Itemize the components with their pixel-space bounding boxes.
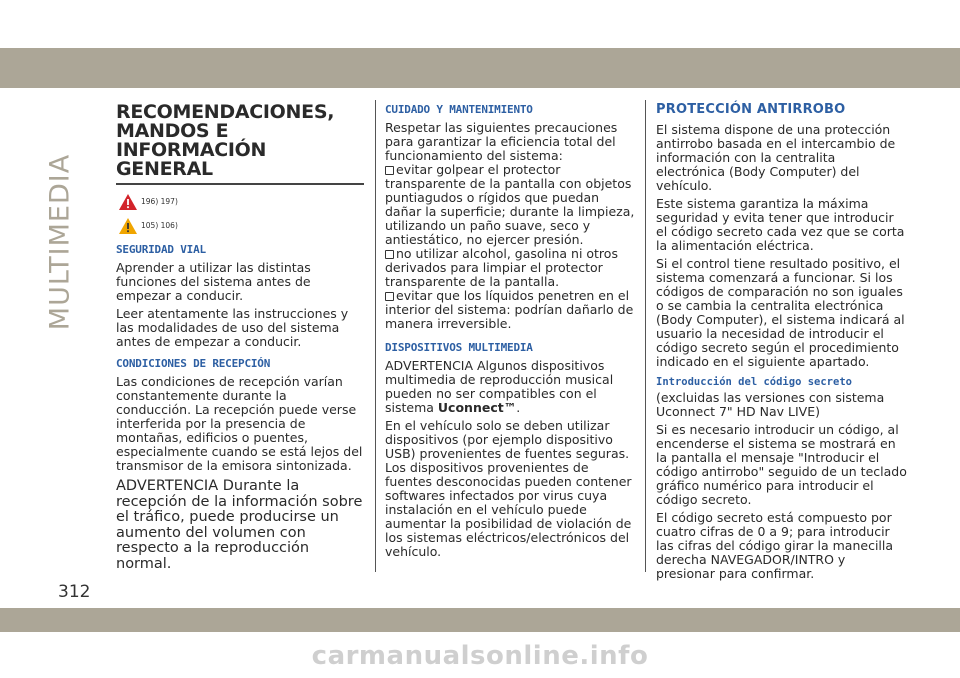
heading-proteccion-antirrobo: PROTECCIÓN ANTIRROBO: [656, 102, 846, 117]
warning-paragraph: ADVERTENCIA Durante la recepción de la información sobre el tráfico, puede producirse un aumento del volumen con respecto a la reproducción normal.: [116, 478, 363, 572]
paragraph: Este sistema garantiza la máxima seguridad y evita tener que introducir el código secreto cada vez que se corta la alimentación eléctrica.: [656, 196, 905, 253]
paragraph: En el vehículo solo se deben utilizar dispositivos (por ejemplo dispositivo USB) provenientes de fuentes seguras. Los dispositivos provenientes de fuentes desconocidas pueden contener softwares infectados por virus cuya instalación en el vehículo puede aumentar la posibilidad de violación de los sistemas eléctricos/electrónicos del vehículo.: [385, 418, 632, 559]
heading-condiciones-recepcion: CONDICIONES DE RECEPCIÓN: [116, 357, 271, 370]
paragraph: El código secreto está compuesto por cuatro cifras de 0 a 9; para introducir las cifras del código girar la manecilla derecha NAVEGADOR/INTRO y presionar para confirmar.: [656, 510, 894, 581]
checkbox-bullet-icon: [385, 166, 394, 175]
list-item: no utilizar alcohol, gasolina ni otros derivados para limpiar el protector transparente de la pantalla.: [385, 246, 618, 289]
warning-ref-text: 196) 197): [141, 197, 178, 206]
paragraph: (excluidas las versiones con sistema Uconnect 7" HD Nav LIVE): [656, 390, 885, 419]
caution-ref-text: 105) 106): [141, 221, 178, 230]
subheading-codigo-secreto: Introducción del código secreto: [656, 376, 852, 388]
caution-ref-row: [118, 217, 364, 235]
checkbox-bullet-icon: [385, 250, 394, 259]
warning-ref-row: [118, 193, 364, 211]
footer-band: [0, 608, 960, 632]
brand-name: Uconnect™: [437, 400, 517, 415]
page-number: 312: [58, 582, 91, 602]
warning-triangle-red-icon: [118, 193, 138, 211]
paragraph: El sistema dispone de una protección antirrobo basada en el intercambio de información con la centralita electrónica (Body Computer) del vehículo.: [656, 122, 896, 193]
heading-dispositivos-multimedia: DISPOSITIVOS MULTIMEDIA: [385, 341, 533, 354]
title-line-2: MANDOS E INFORMACIÓN: [116, 120, 267, 161]
column-divider-1: [375, 100, 376, 572]
checkbox-bullet-icon: [385, 292, 394, 301]
paragraph: Las condiciones de recepción varían constantemente durante la conducción. La recepción puede verse interferida por la presencia de montañas, edificios o puentes, especialmente cuando se está lejos del transmisor de la emisora sintonizada.: [116, 374, 363, 473]
list-item: evitar que los líquidos penetren en el interior del sistema: podrían dañarlo de manera irreversible.: [385, 288, 634, 331]
column-1: [116, 103, 364, 576]
title-rule: [116, 183, 364, 185]
column-2: [385, 103, 635, 563]
title-line-1: RECOMENDACIONES,: [116, 101, 335, 123]
watermark: carmanualsonline.info: [311, 641, 649, 671]
section-label-text: MULTIMEDIA: [44, 153, 76, 331]
paragraph: Si es necesario introducir un código, al encenderse el sistema se mostrará en la pantalla el mensaje "Introducir el código antirrobo" seguido de un teclado gráfico numérico para introducir el código secreto.: [656, 422, 907, 507]
list-item: evitar golpear el protector transparente de la pantalla con objetos puntiagudos o rígidos que puedan dañar la superficie; durante la limpieza, utilizando un paño suave, seco y antiestático, no ejercer presión.: [385, 162, 635, 247]
warning-triangle-amber-icon: [118, 217, 138, 235]
paragraph: Aprender a utilizar las distintas funciones del sistema antes de empezar a conducir.: [116, 260, 311, 303]
page-title: [116, 103, 364, 179]
title-line-3: GENERAL: [116, 158, 213, 180]
header-band: [0, 48, 960, 88]
paragraph: Si el control tiene resultado positivo, el sistema comenzará a funcionar. Si los códigos de comparación no son iguales o se cambia la centralita electrónica (Body Computer), el sistema indicará al usuario la necesidad de introducir el código secreto según el procedimiento indicado en el siguiente apartado.: [656, 256, 905, 369]
heading-cuidado-mantenimiento: CUIDADO Y MANTENIMIENTO: [385, 103, 533, 116]
column-divider-2: [645, 100, 646, 572]
column-3: [656, 103, 908, 585]
warning-paragraph: ADVERTENCIA Algunos dispositivos multimedia de reproducción musical pueden no ser compatibles con el sistema Uconnect™.: [385, 358, 614, 415]
heading-seguridad-vial: SEGURIDAD VIAL: [116, 243, 206, 256]
paragraph: Leer atentamente las instrucciones y las modalidades de uso del sistema antes de empezar a conducir.: [116, 306, 349, 349]
paragraph: Respetar las siguientes precauciones para garantizar la eficiencia total del funcionamiento del sistema:: [385, 120, 618, 163]
